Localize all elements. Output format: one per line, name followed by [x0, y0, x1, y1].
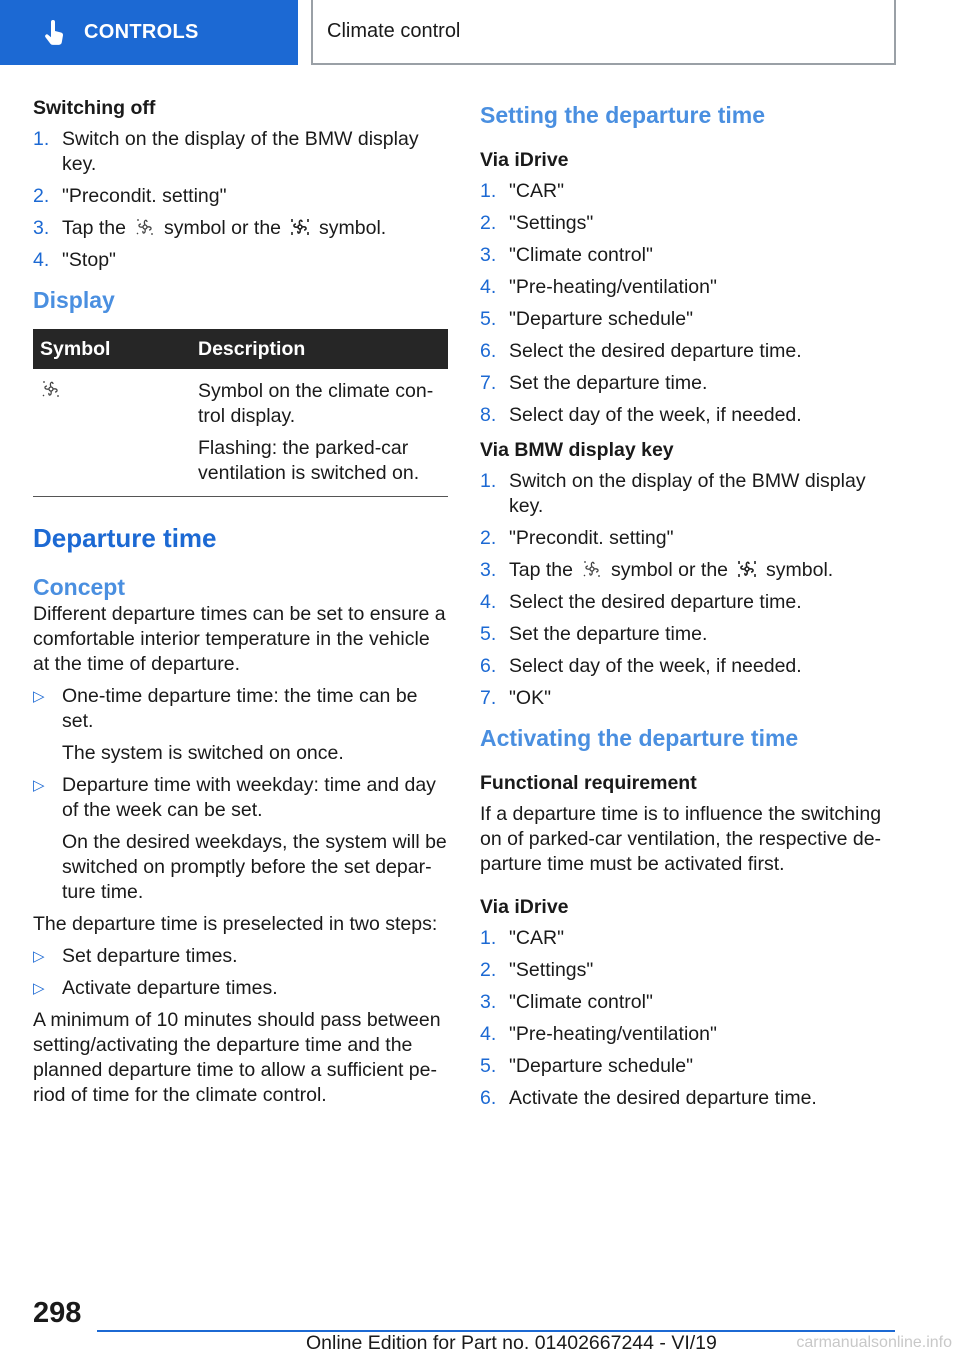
- triangle-bullet-icon: ▷: [33, 777, 45, 794]
- list-item: [480, 590, 896, 615]
- list-item: [480, 179, 896, 204]
- setting-idrive-steps: [480, 179, 896, 428]
- step-text: Set the departure time.: [509, 623, 708, 645]
- step-text-pre: Tap the: [62, 217, 126, 239]
- bullet-continuation: On the desired weekdays, the system will be switched on promptly before the set depar-ture time.: [62, 831, 447, 903]
- step-number: 4.: [480, 276, 497, 298]
- concept-heading: Concept: [33, 574, 125, 600]
- triangle-bullet-icon: ▷: [33, 688, 45, 705]
- list-item: [33, 184, 449, 209]
- list-item: [33, 944, 449, 969]
- functional-requirement-title: Functional requirement: [480, 772, 697, 794]
- step-number: 6.: [480, 1087, 497, 1109]
- step-number: 4.: [480, 1023, 497, 1045]
- departure-heading: Departure time: [33, 523, 217, 553]
- list-item: [33, 684, 449, 766]
- step-text: "Departure schedule": [509, 1055, 694, 1077]
- step-text: "Climate control": [509, 991, 653, 1013]
- list-item: [33, 773, 449, 905]
- page-number: 298: [33, 1297, 82, 1329]
- via-idrive-title: Via iDrive: [480, 896, 569, 918]
- step-number: 6.: [480, 655, 497, 677]
- step-number: 1.: [480, 470, 497, 492]
- activating-heading: Activating the departure time: [480, 725, 799, 751]
- step-text: [62, 216, 449, 241]
- watermark: carmanualsonline.info: [796, 1334, 952, 1351]
- step-number: 6.: [480, 340, 497, 362]
- list-item: [480, 654, 896, 679]
- fan-icon: [40, 379, 62, 399]
- list-item: [480, 339, 896, 364]
- list-item: [480, 686, 896, 711]
- triangle-bullet-icon: ▷: [33, 948, 45, 965]
- description-cell: [191, 369, 448, 497]
- right-column: [480, 96, 896, 1118]
- list-item: [480, 371, 896, 396]
- display-heading: Display: [33, 287, 115, 313]
- list-item: [480, 526, 896, 551]
- step-text: Activate the desired departure time.: [509, 1087, 817, 1109]
- section-label: CONTROLS: [84, 21, 199, 43]
- minimum-time-text: A minimum of 10 minutes should pass between setting/activating the departure time and the planned departure time to allow a sufficient pe-riod of time for the climate control.: [33, 1009, 441, 1106]
- setting-key-steps: [480, 469, 896, 711]
- step-number: 2.: [480, 959, 497, 981]
- step-text: Switch on the display of the BMW display key.: [509, 470, 866, 517]
- step-text: Select day of the week, if needed.: [509, 655, 802, 677]
- list-item: [480, 558, 896, 583]
- switching-off-title: Switching off: [33, 97, 156, 119]
- activating-idrive-steps: [480, 926, 896, 1111]
- preselect-steps-list: [33, 944, 449, 1001]
- step-text: Select day of the week, if needed.: [509, 404, 802, 426]
- step-text: "CAR": [509, 180, 565, 202]
- departure-types-list: [33, 684, 449, 905]
- via-idrive-title: Via iDrive: [480, 149, 569, 171]
- section-tab: [0, 0, 298, 65]
- step-text: Select the desired departure time.: [509, 340, 802, 362]
- step-text: "Precondit. setting": [62, 185, 227, 207]
- via-key-title: Via BMW display key: [480, 439, 674, 461]
- step-text-pre: Tap the: [509, 559, 573, 581]
- step-number: 4.: [480, 591, 497, 613]
- step-number: 8.: [480, 404, 497, 426]
- list-item: [33, 248, 449, 273]
- bullet-text: Departure time with weekday: time and day of the week can be set.: [62, 774, 436, 821]
- bullet-text: Set departure times.: [62, 945, 238, 967]
- step-number: 1.: [480, 180, 497, 202]
- step-text: "Pre-heating/ventilation": [509, 1023, 717, 1045]
- step-text: Select the desired departure time.: [509, 591, 802, 613]
- list-item: [480, 275, 896, 300]
- step-text-mid: symbol or the: [610, 559, 729, 581]
- step-number: 3.: [33, 217, 50, 239]
- step-number: 5.: [480, 623, 497, 645]
- edition-text: Online Edition for Part no. 01402667244 - VI/19: [306, 1332, 717, 1354]
- step-text: Switch on the display of the BMW display key.: [62, 128, 419, 175]
- functional-requirement-text: If a departure time is to influence the switching on of parked-car ventilation, the respective de-parture time must be activated first.: [480, 803, 882, 875]
- list-item: [480, 622, 896, 647]
- fan-active-icon: [736, 559, 758, 579]
- symbol-cell: [33, 369, 191, 497]
- list-item: [480, 1054, 896, 1079]
- list-item: [480, 1022, 896, 1047]
- triangle-bullet-icon: ▷: [33, 980, 45, 997]
- step-number: 1.: [480, 927, 497, 949]
- step-text-post: symbol.: [319, 217, 387, 239]
- description-text: Flashing: the parked-car ventilation is switched on.: [198, 437, 420, 484]
- list-item: [33, 216, 449, 241]
- table-header-row: [33, 329, 448, 369]
- step-number: 7.: [480, 372, 497, 394]
- step-text: "Settings": [509, 959, 594, 981]
- preselect-text: The departure time is preselected in two steps:: [33, 913, 438, 935]
- table-row: [33, 369, 448, 497]
- list-item: [480, 990, 896, 1015]
- bullet-text: Activate departure times.: [62, 977, 278, 999]
- list-item: [480, 307, 896, 332]
- list-item: [480, 243, 896, 268]
- fan-active-icon: [289, 217, 311, 237]
- switching-off-steps: [33, 127, 449, 273]
- step-text: Set the departure time.: [509, 372, 708, 394]
- step-number: 1.: [33, 128, 50, 150]
- step-text: "Precondit. setting": [509, 527, 674, 549]
- list-item: [480, 469, 896, 519]
- bullet-continuation: The system is switched on once.: [62, 742, 344, 764]
- list-item: [480, 403, 896, 428]
- col-symbol-header: Symbol: [33, 329, 191, 369]
- list-item: [480, 1086, 896, 1111]
- list-item: [33, 127, 449, 177]
- step-text: "Climate control": [509, 244, 653, 266]
- list-item: [33, 976, 449, 1001]
- fan-icon: [581, 559, 603, 579]
- step-text: "Departure schedule": [509, 308, 694, 330]
- hand-pointer-icon: [40, 18, 68, 48]
- chapter-header: [311, 0, 896, 65]
- step-text: "OK": [509, 687, 552, 709]
- step-text-post: symbol.: [766, 559, 834, 581]
- bullet-text: One-time departure time: the time can be set.: [62, 685, 418, 732]
- concept-text: Different departure times can be set to ensure a comfortable interior temperature in the vehicle at the time of departure.: [33, 603, 446, 675]
- list-item: [480, 211, 896, 236]
- step-number: 3.: [480, 244, 497, 266]
- symbol-table: [33, 329, 448, 497]
- description-text: Symbol on the climate con-trol display.: [198, 380, 434, 427]
- left-column: [33, 96, 449, 1115]
- setting-heading: Setting the departure time: [480, 102, 765, 128]
- col-description-header: Description: [191, 329, 448, 369]
- step-number: 7.: [480, 687, 497, 709]
- step-number: 2.: [480, 527, 497, 549]
- step-text: "CAR": [509, 927, 565, 949]
- step-text-mid: symbol or the: [163, 217, 282, 239]
- step-text: "Stop": [62, 249, 116, 271]
- list-item: [480, 958, 896, 983]
- step-text: "Settings": [509, 212, 594, 234]
- step-number: 5.: [480, 308, 497, 330]
- step-number: 3.: [480, 991, 497, 1013]
- step-number: 2.: [33, 185, 50, 207]
- list-item: [480, 926, 896, 951]
- step-number: 5.: [480, 1055, 497, 1077]
- fan-icon: [134, 217, 156, 237]
- step-text: [509, 558, 896, 583]
- chapter-title: Climate control: [327, 20, 461, 42]
- step-number: 2.: [480, 212, 497, 234]
- step-number: 3.: [480, 559, 497, 581]
- step-number: 4.: [33, 249, 50, 271]
- step-text: "Pre-heating/ventilation": [509, 276, 717, 298]
